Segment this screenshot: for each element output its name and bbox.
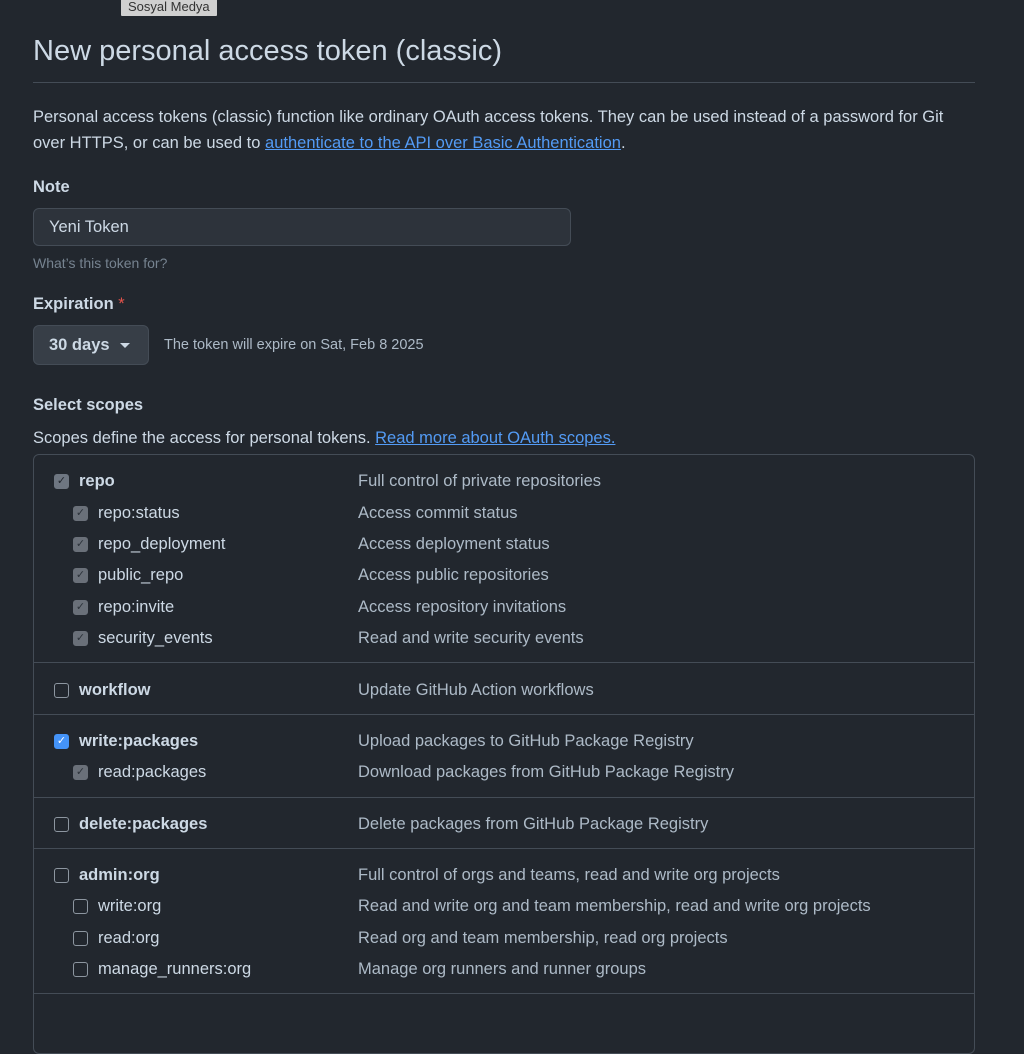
checkbox-wrap	[34, 683, 69, 698]
tooltip: Sosyal Medya	[121, 0, 217, 16]
scope-checkbox[interactable]	[73, 962, 88, 977]
scope-row	[34, 466, 974, 497]
scope-name: delete:packages	[79, 814, 208, 833]
scope-description: Access repository invitations	[358, 597, 567, 616]
description-text: Personal access tokens (classic) function like ordinary OAuth access tokens. They can be used instead of a password for Git over HTTPS, or can be used to	[33, 108, 944, 152]
required-mark: *	[118, 295, 125, 313]
scope-row	[34, 954, 974, 985]
scopes-desc-text: Scopes define the access for personal tokens.	[33, 429, 376, 447]
scope-name: read:packages	[98, 763, 207, 782]
note-label: Note	[33, 178, 70, 196]
note-input[interactable]	[33, 208, 571, 246]
checkbox-wrap	[34, 506, 88, 521]
scope-checkbox[interactable]	[73, 931, 88, 946]
scope-name: public_repo	[98, 566, 184, 585]
scope-checkbox[interactable]: ✓	[73, 765, 88, 780]
scope-description: Access public repositories	[358, 566, 549, 585]
scope-description: Delete packages from GitHub Package Registry	[358, 814, 709, 833]
scope-description: Read and write security events	[358, 629, 584, 648]
checkbox-wrap	[34, 765, 88, 780]
checkbox-wrap	[34, 600, 88, 615]
scope-checkbox[interactable]: ✓	[54, 474, 69, 489]
checkbox-wrap	[34, 537, 88, 552]
scope-name: read:org	[98, 928, 160, 947]
scope-group	[34, 715, 974, 798]
expiration-label	[33, 294, 975, 314]
description-end: .	[620, 134, 626, 152]
scope-row	[34, 592, 974, 623]
scope-name: workflow	[79, 680, 151, 699]
scope-row	[34, 809, 974, 840]
page-description	[33, 104, 973, 156]
scope-row	[34, 757, 974, 788]
scope-checkbox[interactable]: ✓	[54, 734, 69, 749]
scope-group	[34, 455, 974, 663]
checkbox-wrap	[34, 931, 88, 946]
main-content	[33, 30, 975, 979]
scope-description: Upload packages to GitHub Package Registry	[358, 731, 694, 750]
scope-checkbox[interactable]: ✓	[73, 631, 88, 646]
scope-name: repo	[79, 472, 115, 491]
scope-name: repo:status	[98, 503, 180, 522]
expiration-row	[33, 325, 975, 365]
scope-group	[34, 849, 974, 995]
scope-description: Download packages from GitHub Package Registry	[358, 763, 735, 782]
scopes-list	[33, 454, 975, 1054]
scope-name: security_events	[98, 629, 213, 648]
scope-description: Read and write org and team membership, read and write org projects	[358, 897, 871, 916]
scope-name: repo_deployment	[98, 534, 226, 553]
scope-checkbox[interactable]: ✓	[73, 506, 88, 521]
scope-row	[34, 923, 974, 954]
scope-name: write:packages	[79, 731, 199, 750]
page-title: New personal access token (classic)	[33, 35, 503, 67]
scope-row	[34, 891, 974, 922]
expiration-label-text: Expiration	[33, 295, 114, 313]
checkbox-wrap	[34, 817, 69, 832]
scope-checkbox[interactable]: ✓	[73, 568, 88, 583]
checkbox-wrap	[34, 631, 88, 646]
scope-description: Update GitHub Action workflows	[358, 680, 594, 699]
caret-down-icon	[120, 343, 130, 348]
checkbox-wrap	[34, 568, 88, 583]
scope-name: write:org	[98, 897, 162, 916]
scope-description: Manage org runners and runner groups	[358, 960, 647, 979]
checkbox-wrap	[34, 868, 69, 883]
scope-checkbox[interactable]	[54, 817, 69, 832]
scope-checkbox[interactable]: ✓	[73, 537, 88, 552]
scope-description: Access commit status	[358, 503, 518, 522]
scope-description: Full control of private repositories	[358, 472, 602, 491]
scope-group	[34, 663, 974, 714]
scope-checkbox[interactable]	[73, 899, 88, 914]
scope-group	[34, 798, 974, 849]
oauth-scopes-link[interactable]: Read more about OAuth scopes.	[375, 429, 616, 447]
scope-row	[34, 726, 974, 757]
scopes-label: Select scopes	[33, 396, 144, 414]
basic-auth-link[interactable]: authenticate to the API over Basic Authentication	[265, 134, 621, 152]
scope-checkbox[interactable]: ✓	[73, 600, 88, 615]
expiration-selected: 30 days	[49, 335, 110, 354]
expiration-note: The token will expire on Sat, Feb 8 2025	[164, 337, 424, 353]
scopes-description	[33, 428, 975, 448]
scope-row	[34, 560, 974, 591]
note-hint: What’s this token for?	[33, 255, 168, 271]
title-divider	[33, 82, 975, 83]
scope-name: manage_runners:org	[98, 960, 252, 979]
scope-name: repo:invite	[98, 597, 175, 616]
checkbox-wrap	[34, 474, 69, 489]
scope-row	[34, 674, 974, 705]
scope-description: Full control of orgs and teams, read and write org projects	[358, 866, 780, 885]
scope-description: Read org and team membership, read org projects	[358, 928, 728, 947]
scope-checkbox[interactable]	[54, 683, 69, 698]
scope-row	[34, 529, 974, 560]
checkbox-wrap	[34, 962, 88, 977]
expiration-dropdown[interactable]	[33, 325, 149, 365]
scope-row	[34, 497, 974, 528]
scope-row	[34, 860, 974, 891]
scope-description: Access deployment status	[358, 534, 550, 553]
scope-checkbox[interactable]	[54, 868, 69, 883]
checkbox-wrap	[34, 734, 69, 749]
checkbox-wrap	[34, 899, 88, 914]
scope-name: admin:org	[79, 866, 160, 885]
scope-row	[34, 623, 974, 654]
